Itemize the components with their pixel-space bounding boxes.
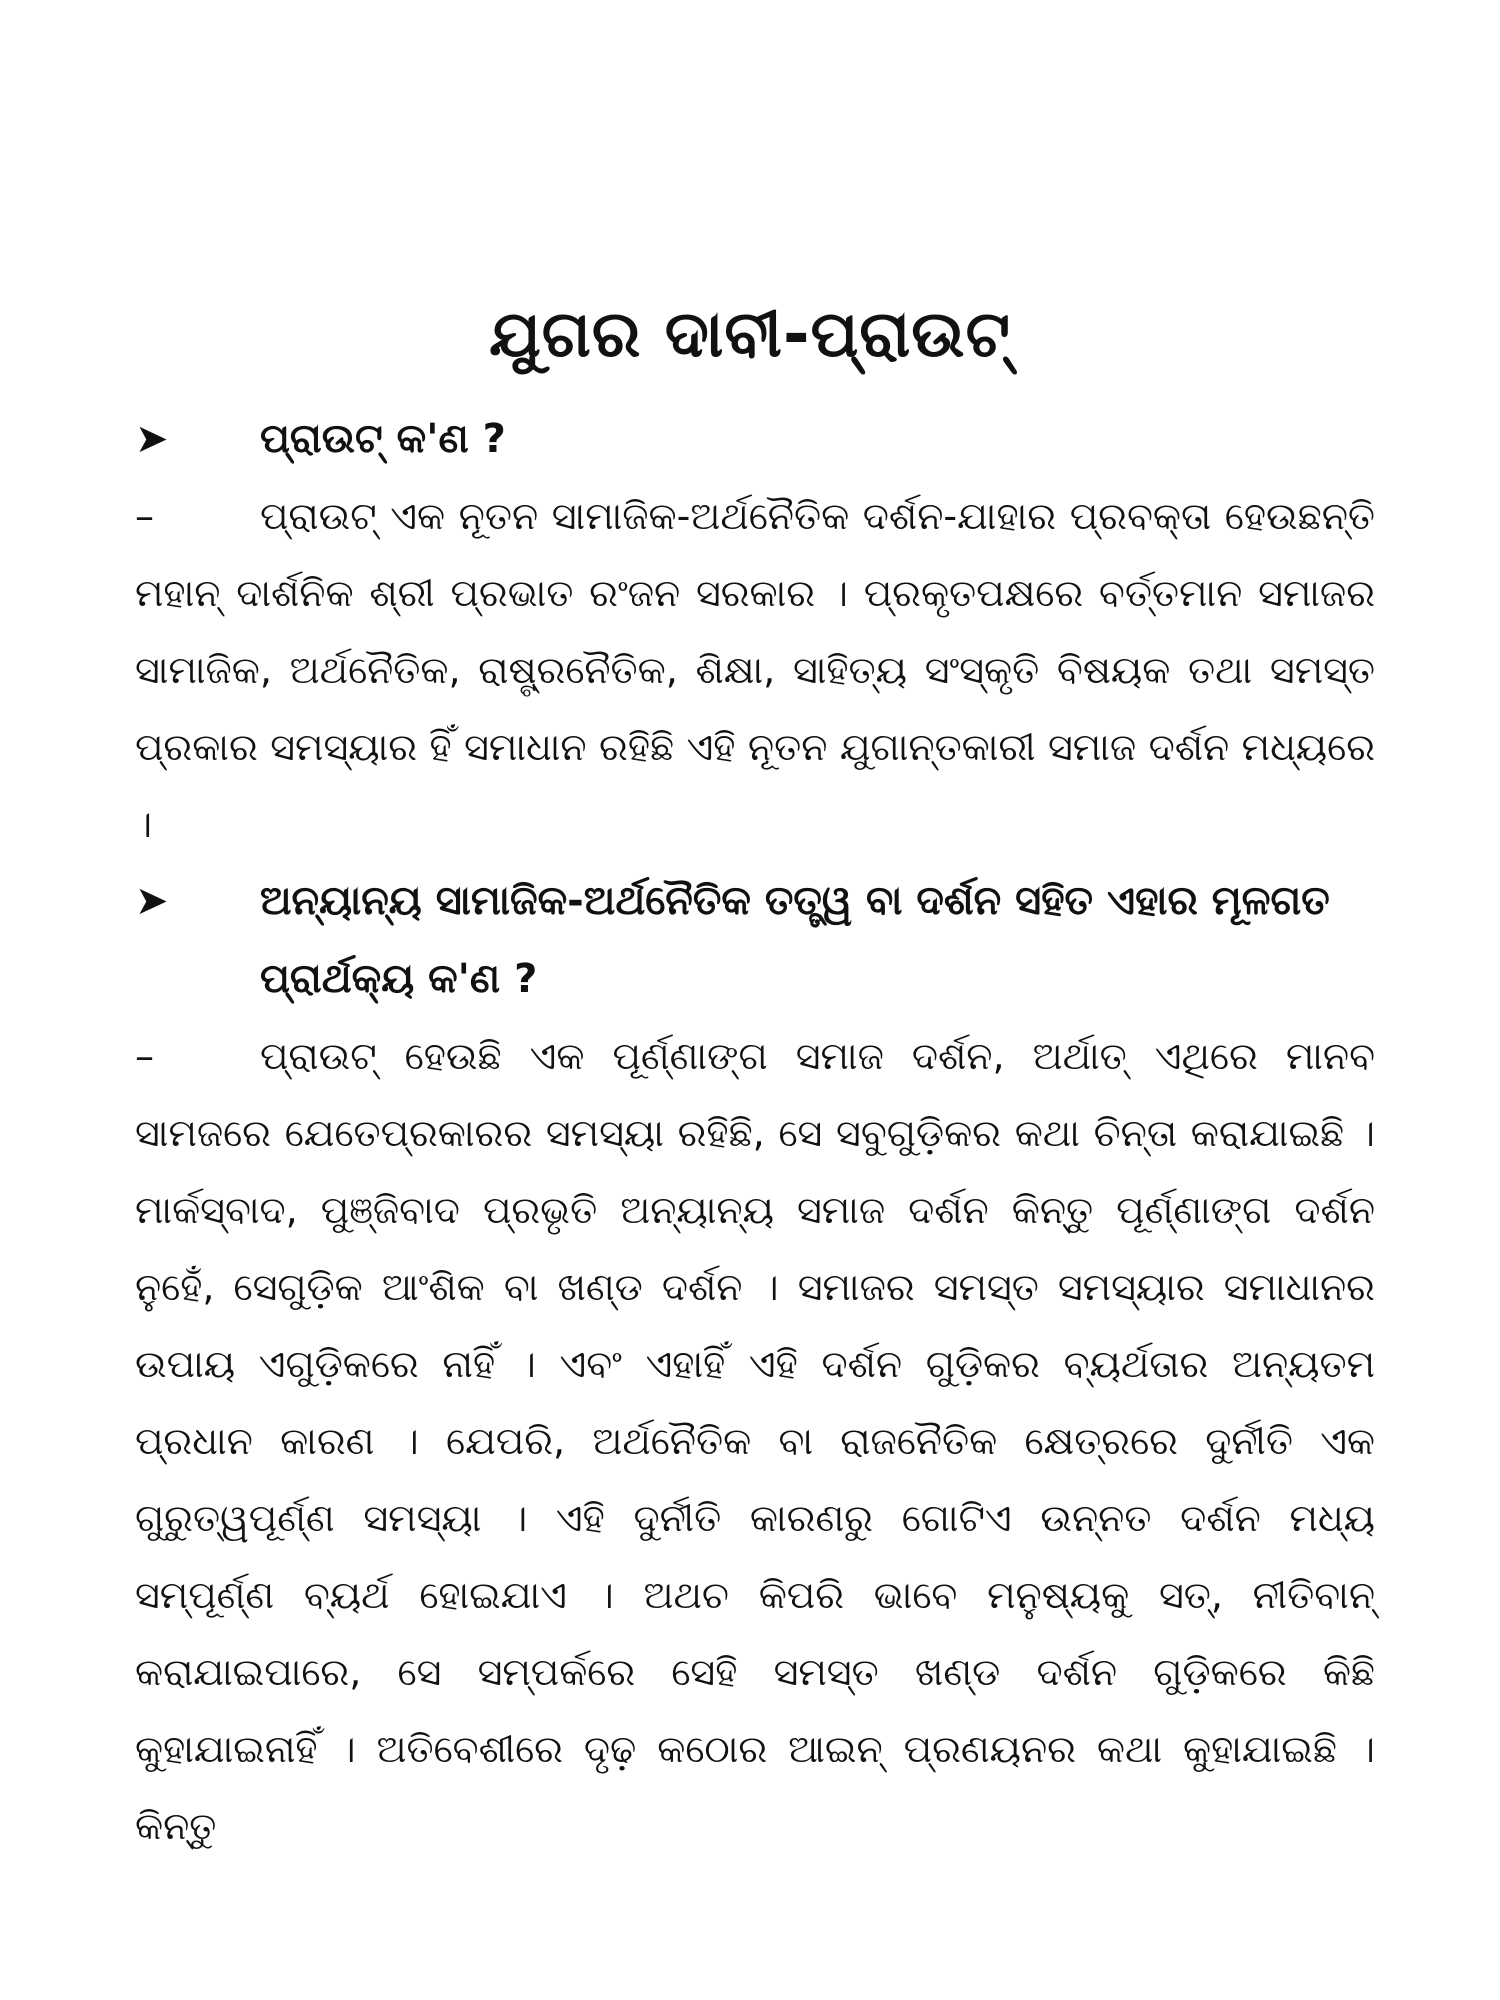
page-title: ଯୁଗର ଦାବୀ-ପ୍ରାଉଟ୍ (489, 298, 1011, 372)
qa-section-2 (135, 862, 1375, 1865)
dash-marker: – (135, 494, 154, 538)
qa-section-1 (135, 400, 1375, 863)
question-row-1 (135, 400, 1375, 478)
arrow-bullet-icon: ➤ (135, 416, 169, 462)
arrow-bullet-icon: ➤ (135, 878, 169, 924)
answer-2-paragraph (135, 1018, 1375, 1865)
dash-marker: – (135, 1034, 154, 1078)
question-2-text: ଅନ୍ୟାନ୍ୟ ସାମାଜିକ-ଅର୍ଥନୈତିକ ତତ୍ତ୍ୱ ବା ଦର୍ଶନ ସହିତ ଏହାର ମୂଳଗତ ପ୍ରାର୍ଥକ୍ୟ କ'ଣ ? (260, 878, 1330, 1002)
question-1-text: ପ୍ରାଉଟ୍ କ'ଣ ? (260, 416, 506, 462)
answer-1-text: ପ୍ରାଉଟ୍ ଏକ ନୂତନ ସାମାଜିକ-ଅର୍ଥନୈତିକ ଦର୍ଶନ-ଯାହାର ପ୍ରବକ୍ତା ହେଉଛନ୍ତି ମହାନ୍ ଦାର୍ଶନିକ ଶ୍ରୀ ପ୍ରଭାତ ରଂଜନ ସରକାର । ପ୍ରକୃତପକ୍ଷରେ ବର୍ତ୍ତମାନ ସମାଜର ସାମାଜିକ, ଅର୍ଥନୈତିକ, ରାଷ୍ଟ୍ରନୈତିକ, ଶିକ୍ଷା, ସାହିତ୍ୟ ସଂସ୍କୃତି ବିଷୟକ ତଥା ସମସ୍ତ ପ୍ରକାର ସମସ୍ୟାର ହିଁ ସମାଧାନ ରହିଛି ଏହି ନୂତନ ଯୁଗାନ୍ତକାରୀ ସମାଜ ଦର୍ଶନ ମଧ୍ୟରେ । (135, 494, 1375, 846)
answer-2-text: ପ୍ରାଉଟ୍ ହେଉଛି ଏକ ପୂର୍ଣ୍ଣାଙ୍ଗ ସମାଜ ଦର୍ଶନ, ଅର୍ଥାତ୍ ଏଥିରେ ମାନବ ସାମଜରେ ଯେତେପ୍ରକାରର ସମସ୍ୟା ରହିଛି, ସେ ସବୁଗୁଡ଼ିକର କଥା ଚିନ୍ତା କରାଯାଇଛି । ମାର୍କସ୍‌ବାଦ, ପୁଞ୍ଜିବାଦ ପ୍ରଭୃତି ଅନ୍ୟାନ୍ୟ ସମାଜ ଦର୍ଶନ କିନ୍ତୁ ପୂର୍ଣ୍ଣାଙ୍ଗ ଦର୍ଶନ ନୁହେଁ, ସେଗୁଡ଼ିକ ଆଂଶିକ ବା ଖଣ୍ଡ ଦର୍ଶନ । ସମାଜର ସମସ୍ତ ସମସ୍ୟାର ସମାଧାନର ଉପାୟ ଏଗୁଡ଼ିକରେ ନାହିଁ । ଏବଂ ଏହାହିଁ ଏହି ଦର୍ଶନ ଗୁଡ଼ିକର ବ୍ୟର୍ଥତାର ଅନ୍ୟତମ ପ୍ରଧାନ କାରଣ । ଯେପରି, ଅର୍ଥନୈତିକ ବା ରାଜନୈତିକ କ୍ଷେତ୍ରରେ ଦୁର୍ନୀତି ଏକ ଗୁରୁତ୍ୱପୂର୍ଣ୍ଣ ସମସ୍ୟା । ଏହି ଦୁର୍ନୀତି କାରଣରୁ ଗୋଟିଏ ଉନ୍ନତ ଦର୍ଶନ ମଧ୍ୟ ସମ୍ପୂର୍ଣ୍ଣ ବ୍ୟର୍ଥ ହୋଇଯାଏ । ଅଥଚ କିପରି ଭାବେ ମନୁଷ୍ୟକୁ ସତ୍, ନୀତିବାନ୍ କରାଯାଇପାରେ, ସେ ସମ୍ପର୍କରେ ସେହି ସମସ୍ତ ଖଣ୍ଡ ଦର୍ଶନ ଗୁଡ଼ିକରେ କିଛି କୁହାଯାଇନାହିଁ । ଅତିବେଶୀରେ ଦୃଢ଼ କଠୋର ଆଇନ୍ ପ୍ରଣୟନର କଥା କୁହାଯାଇଛି । କିନ୍ତୁ (135, 1034, 1375, 1848)
answer-1-paragraph (135, 478, 1375, 863)
question-row-2 (135, 862, 1375, 1018)
